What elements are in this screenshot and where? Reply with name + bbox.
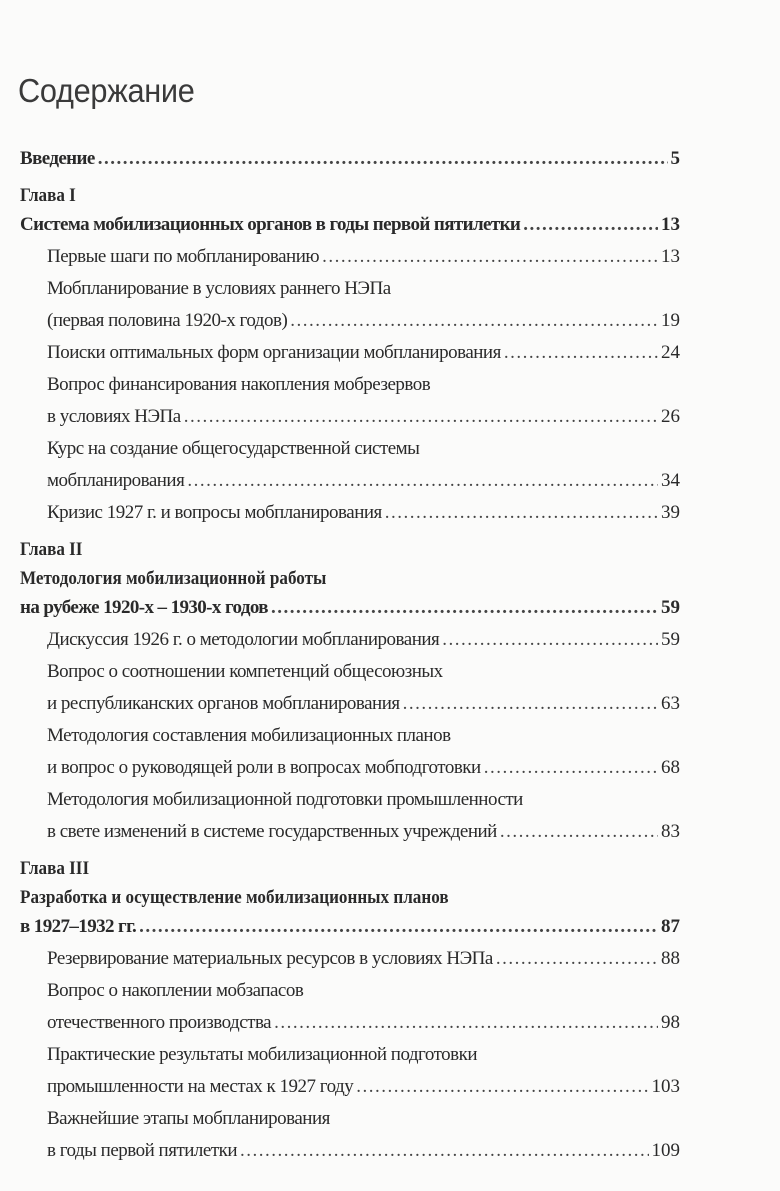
toc-entry-chapter-2[interactable]: [20, 597, 680, 618]
toc-entry-chapter-3[interactable]: [20, 916, 680, 937]
toc-entry-label: Введение: [20, 148, 95, 169]
table-of-contents: [20, 148, 680, 1161]
toc-page-number: 87: [661, 916, 680, 937]
toc-page-number: 26: [661, 406, 680, 427]
leader-dots: [504, 342, 658, 363]
chapter-label: Глава I: [20, 185, 76, 206]
toc-page-number: 13: [661, 214, 680, 235]
toc-page-number: 98: [661, 1012, 680, 1033]
leader-dots: [271, 597, 658, 618]
section-title: Резервирование материальных ресурсов в условиях НЭПа: [47, 948, 493, 969]
section-title-line: Методология составления мобилизационных планов: [47, 725, 451, 746]
toc-section[interactable]: [20, 757, 680, 778]
toc-section[interactable]: [20, 1140, 680, 1161]
leader-dots: [290, 310, 658, 331]
section-title: (первая половина 1920-х годов): [47, 310, 288, 331]
leader-dots: [274, 1012, 658, 1033]
leader-dots: [322, 246, 658, 267]
section-title-line: Практические результаты мобилизационной подготовки: [47, 1044, 478, 1065]
toc-section[interactable]: [20, 502, 680, 523]
section-title: в свете изменений в системе государственных учреждений: [47, 821, 497, 842]
leader-dots: [139, 916, 658, 937]
leader-dots: [523, 214, 658, 235]
toc-section[interactable]: [20, 310, 680, 331]
toc-page-number: 68: [661, 757, 680, 778]
chapter-title-line: Разработка и осуществление мобилизационных планов: [20, 887, 449, 908]
chapter-label: Глава III: [20, 858, 90, 879]
leader-dots: [403, 693, 658, 714]
toc-entry-intro[interactable]: [20, 148, 680, 169]
chapter-title: Система мобилизационных органов в годы первой пятилетки: [20, 214, 521, 235]
toc-page-number: 24: [661, 342, 680, 363]
leader-dots: [356, 1076, 648, 1097]
toc-section[interactable]: [20, 342, 680, 363]
toc-section[interactable]: [20, 629, 680, 650]
section-title: и вопрос о руководящей роли в вопросах мобподготовки: [47, 757, 481, 778]
leader-dots: [187, 470, 658, 491]
toc-page-number: 59: [661, 597, 680, 618]
toc-section[interactable]: [20, 821, 680, 842]
toc-section[interactable]: [20, 948, 680, 969]
toc-entry-chapter-1[interactable]: [20, 214, 680, 235]
toc-page-number: 34: [661, 470, 680, 491]
leader-dots: [385, 502, 658, 523]
section-title-line: Вопрос финансирования накопления мобрезервов: [47, 374, 431, 395]
toc-page-number: 5: [670, 148, 680, 169]
toc-page-number: 109: [651, 1140, 680, 1161]
chapter-title-line: Методология мобилизационной работы: [20, 568, 327, 589]
chapter-label: Глава II: [20, 539, 83, 560]
section-title: Дискуссия 1926 г. о методологии мобпланирования: [47, 629, 440, 650]
section-title: мобпланирования: [47, 470, 185, 491]
section-title: Поиски оптимальных форм организации мобпланирования: [47, 342, 501, 363]
section-title-line: Вопрос о соотношении компетенций общесоюзных: [47, 661, 443, 682]
leader-dots: [500, 821, 658, 842]
toc-section[interactable]: [20, 406, 680, 427]
section-title: в условиях НЭПа: [47, 406, 181, 427]
toc-page-number: 103: [651, 1076, 680, 1097]
toc-section[interactable]: [20, 470, 680, 491]
toc-page-number: 88: [661, 948, 680, 969]
section-title-line: Методология мобилизационной подготовки промышленности: [47, 789, 523, 810]
toc-page-number: 83: [661, 821, 680, 842]
leader-dots: [240, 1140, 648, 1161]
leader-dots: [496, 948, 658, 969]
chapter-title: в 1927–1932 гг.: [20, 916, 137, 937]
leader-dots: [98, 148, 668, 169]
toc-section[interactable]: [20, 246, 680, 267]
section-title: в годы первой пятилетки: [47, 1140, 238, 1161]
section-title: промышленности на местах к 1927 году: [47, 1076, 354, 1097]
section-title-line: Курс на создание общегосударственной системы: [47, 438, 420, 459]
toc-section[interactable]: [20, 693, 680, 714]
section-title-line: Мобпланирование в условиях раннего НЭПа: [47, 278, 391, 299]
section-title-line: Вопрос о накоплении мобзапасов: [47, 980, 304, 1001]
toc-page-number: 19: [661, 310, 680, 331]
toc-section[interactable]: [20, 1012, 680, 1033]
toc-section[interactable]: [20, 1076, 680, 1097]
leader-dots: [484, 757, 658, 778]
leader-dots: [184, 406, 658, 427]
section-title: Кризис 1927 г. и вопросы мобпланирования: [47, 502, 382, 523]
section-title: отечественного производства: [47, 1012, 272, 1033]
toc-page-number: 63: [661, 693, 680, 714]
page-title: Содержание: [18, 72, 195, 109]
toc-page-number: 59: [661, 629, 680, 650]
toc-page-number: 13: [661, 246, 680, 267]
section-title: и республиканских органов мобпланирования: [47, 693, 400, 714]
section-title-line: Важнейшие этапы мобпланирования: [47, 1108, 330, 1129]
chapter-title: на рубеже 1920-х – 1930-х годов: [20, 597, 268, 618]
section-title: Первые шаги по мобпланированию: [47, 246, 320, 267]
leader-dots: [442, 629, 658, 650]
toc-page-number: 39: [661, 502, 680, 523]
